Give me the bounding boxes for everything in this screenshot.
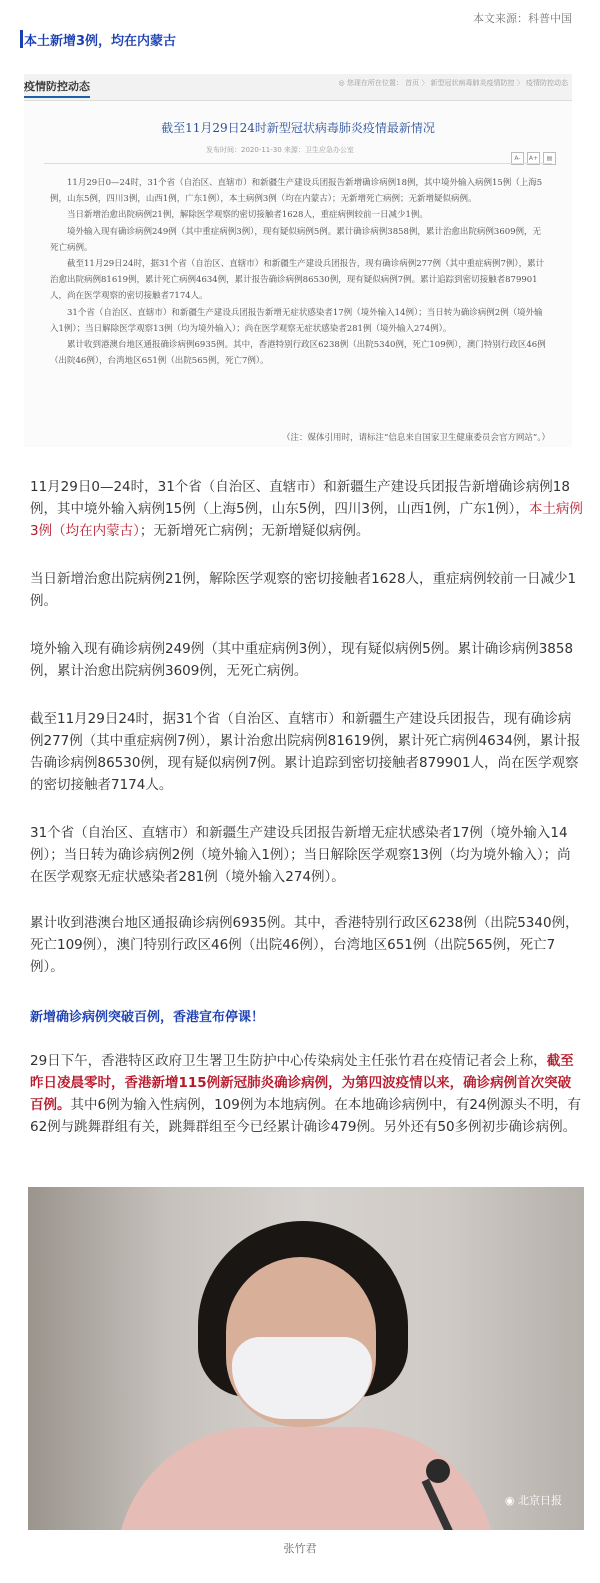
screenshot-paragraph: 11月29日0—24时，31个省（自治区、直辖市）和新疆生产建设兵团报告新增确诊病例18例，其中境外输入病例15例（上海5例，山东5例，四川3例，山西1例，广东1例），本土病例3例（均在内蒙古）；无新增死亡病例；无新增疑似病例。 bbox=[50, 178, 543, 205]
font-decrease-icon: A- bbox=[511, 152, 524, 165]
screenshot-paragraph: 截至11月29日24时，据31个省（自治区、直辖市）和新疆生产建设兵团报告，现有确诊病例277例（其中重症病例7例），累计治愈出院病例81619例，累计死亡病例4634例，累计报告确诊病例86530例，现有疑似病例7例。累计追踪到密切接触者879901人，尚在医学观察的密切接触者7174人。 bbox=[50, 259, 545, 302]
highlight-text: 本土病例3例（均在内蒙古） bbox=[30, 501, 583, 539]
screenshot-panel bbox=[24, 100, 572, 447]
headline-accent-bar bbox=[20, 30, 23, 48]
photo-caption: 张竹君 bbox=[283, 1542, 317, 1555]
screenshot-meta: 发布时间：2020-11-30 来源：卫生应急办公室 bbox=[206, 146, 354, 154]
article-paragraph-5: 31个省（自治区、直辖市）和新疆生产建设兵团报告新增无症状感染者17例（境外输入14例）；当日转为确诊病例2例（境外输入1例）；当日解除医学观察13例（均为境外输入）；尚在医学观察无症状感染者281例（境外输入274例）。 bbox=[30, 825, 571, 885]
screenshot-divider bbox=[44, 163, 552, 164]
photo-mask bbox=[232, 1337, 372, 1419]
article-paragraph-1 bbox=[30, 476, 584, 542]
print-icon: ▤ bbox=[543, 152, 556, 165]
screenshot-tools bbox=[508, 145, 556, 165]
screenshot-paragraph: 当日新增治愈出院病例21例，解除医学观察的密切接触者1628人，重症病例较前一日减少1例。 bbox=[67, 210, 428, 221]
microphone-icon bbox=[426, 1459, 450, 1483]
highlight-text: 截至昨日凌晨零时，香港新增115例新冠肺炎确诊病例，为第四波疫情以来，确诊病例首次突破百例。 bbox=[30, 1053, 574, 1113]
article-paragraph-4: 截至11月29日24时，据31个省（自治区、直辖市）和新疆生产建设兵团报告，现有确诊病例277例（其中重症病例7例），累计治愈出院病例81619例，累计死亡病例4634例，累计报告确诊病例86530例，现有疑似病例7例。累计追踪到密切接触者879901人，尚在医学观察的密切接触者7174人。 bbox=[30, 711, 581, 793]
watermark-text: 北京日报 bbox=[518, 1494, 562, 1507]
article-paragraph-2: 当日新增治愈出院病例21例，解除医学观察的密切接触者1628人，重症病例较前一日减少1例。 bbox=[30, 571, 577, 609]
paragraph-text: 29日下午，香港特区政府卫生署卫生防护中心传染病处主任张竹君在疫情记者会上称， bbox=[30, 1053, 547, 1069]
paragraph-text: ；无新增死亡病例；无新增疑似病例。 bbox=[139, 523, 370, 539]
paragraph-text: 其中6例为输入性病例，109例为本地病例。在本地确诊病例中，有24例源头不明，有62例与跳舞群组有关，跳舞群组至今已经累计确诊479例。另外还有50多例初步确诊病例。 bbox=[30, 1097, 582, 1135]
wechat-icon: ◉ bbox=[504, 1494, 518, 1507]
font-increase-icon: A+ bbox=[527, 152, 540, 165]
article-paragraph-7 bbox=[30, 1050, 584, 1138]
screenshot-paragraph: 31个省（自治区、直辖市）和新疆生产建设兵团报告新增无症状感染者17例（境外输入14例）；当日转为确诊病例2例（境外输入1例）；当日解除医学观察13例（均为境外输入）；尚在医学观察无症状感染者281例（境外输入274例）。 bbox=[50, 307, 543, 334]
screenshot-title: 截至11月29日24时新型冠状病毒肺炎疫情最新情况 bbox=[161, 121, 435, 135]
paragraph-text: 11月29日0—24时，31个省（自治区、直辖市）和新疆生产建设兵团报告新增确诊病例18例，其中境外输入病例15例（上海5例，山东5例，四川3例，山西1例，广东1例）， bbox=[30, 479, 570, 517]
article-paragraph-3: 境外输入现有确诊病例249例（其中重症病例3例），现有疑似病例5例。累计确诊病例3858例，累计治愈出院病例3609例，无死亡病例。 bbox=[30, 641, 574, 679]
embedded-screenshot bbox=[24, 74, 572, 446]
screenshot-paragraph: 累计收到港澳台地区通报确诊病例6935例。其中，香港特别行政区6238例（出院5340例，死亡109例），澳门特别行政区46例（出院46例），台湾地区651例（出院565例，死亡7例）。 bbox=[50, 340, 546, 367]
article-photo bbox=[28, 1187, 584, 1530]
photo-watermark bbox=[505, 1492, 562, 1508]
article-headline: 本土新增3例，均在内蒙古 bbox=[24, 34, 177, 49]
screenshot-paragraph: 境外输入现有确诊病例249例（其中重症病例3例），现有疑似病例5例。累计确诊病例3858例，累计治愈出院病例3609例，无死亡病例。 bbox=[50, 226, 542, 253]
article-paragraph-6: 累计收到港澳台地区通报确诊病例6935例。其中，香港特别行政区6238例（出院5340例，死亡109例），澳门特别行政区46例（出院46例），台湾地区651例（出院565例，死亡7例）。 bbox=[30, 915, 579, 975]
article-subheading: 新增确诊病例突破百例，香港宣布停课！ bbox=[30, 1010, 265, 1025]
screenshot-note: （注：媒体引用时，请标注“信息来自国家卫生健康委员会官方网站”。） bbox=[282, 433, 550, 443]
screenshot-section-tab: 疫情防控动态 bbox=[24, 78, 90, 98]
article-source: 本文来源：科普中国 bbox=[473, 12, 572, 25]
screenshot-body bbox=[50, 175, 546, 369]
screenshot-breadcrumb: ◎ 您现在所在位置： 首页 〉 新型冠状病毒肺炎疫情防控 〉 疫情防控动态 bbox=[338, 79, 568, 87]
